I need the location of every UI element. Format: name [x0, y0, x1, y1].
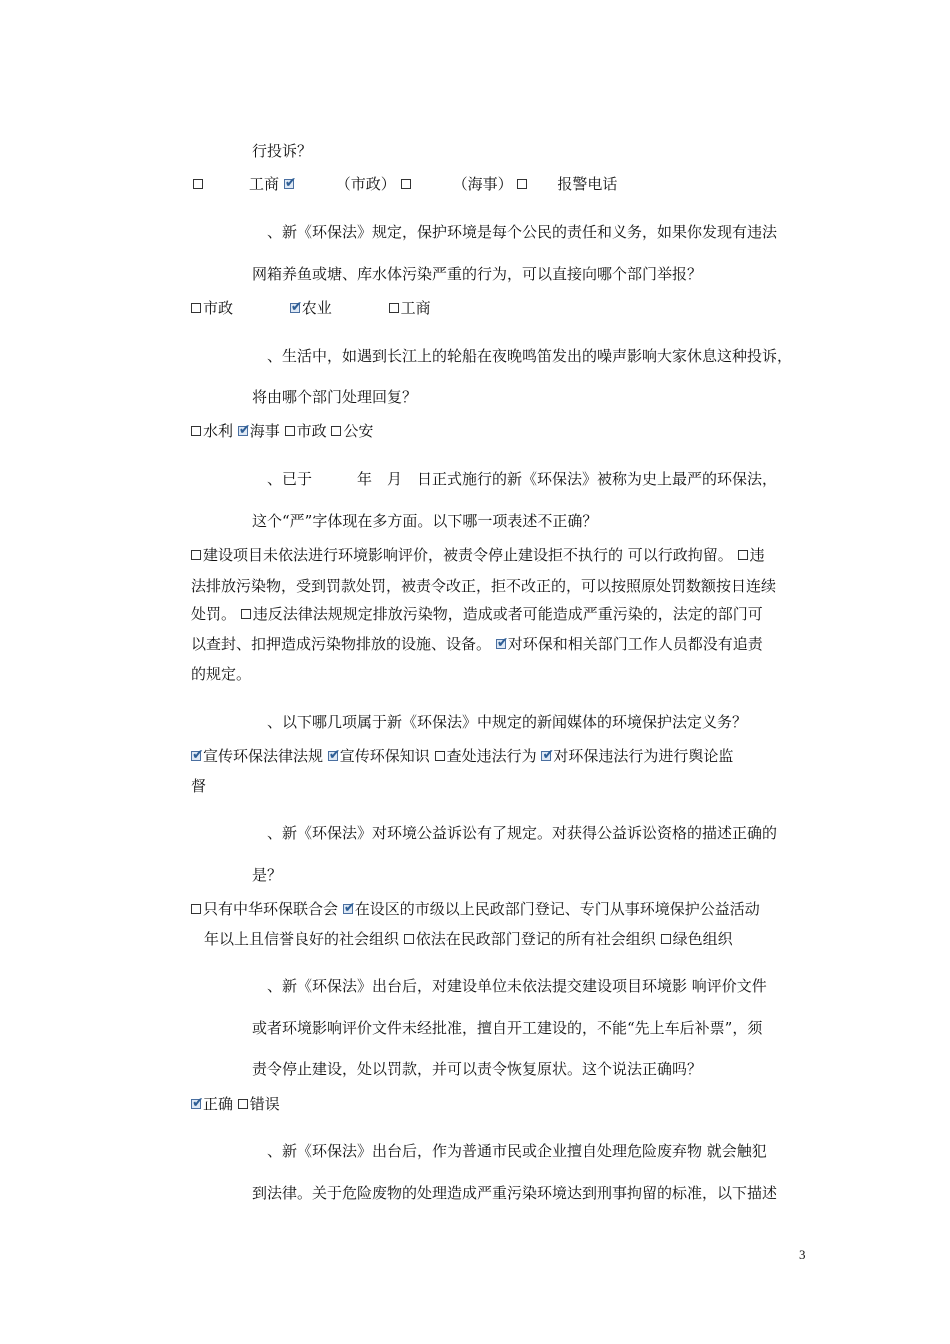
checkbox-unchecked-icon[interactable]	[191, 426, 201, 436]
checkbox-unchecked-icon[interactable]	[238, 1099, 248, 1109]
option-label: 宣传环保知识	[339, 747, 430, 765]
q1-line1: 、新《环保法》规定，保护环境是每个公民的责任和义务，如果你发现有违法	[267, 223, 778, 241]
checkbox-checked-icon[interactable]	[284, 179, 294, 189]
q3-line2: 这个“严”字体现在多方面。以下哪一项表述不正确？	[252, 512, 598, 530]
checkbox-unchecked-icon[interactable]	[389, 303, 399, 313]
option-label: 违	[749, 546, 765, 564]
checkbox-checked-icon[interactable]	[541, 751, 551, 761]
option-label: 报警电话	[557, 175, 618, 193]
checkbox-unchecked-icon[interactable]	[241, 609, 251, 619]
option-label: 市政	[203, 299, 234, 317]
q6-line1: 、新《环保法》出台后，对建设单位未依法提交建设项目环境影 响评价文件	[267, 977, 767, 995]
q6-line3: 责令停止建设，处以罚款，并可以责令恢复原状。这个说法正确吗？	[252, 1060, 703, 1078]
option-label: 在设区的市级以上民政部门登记、专门从事环境保护公益活动	[354, 900, 760, 918]
checkbox-unchecked-icon[interactable]	[331, 426, 341, 436]
option-label: 年以上且信誉良好的社会组织	[204, 930, 400, 948]
q5-line1: 、新《环保法》对环境公益诉讼有了规定。对获得公益诉讼资格的描述正确的	[267, 824, 778, 842]
q2-options	[191, 421, 373, 441]
checkbox-checked-icon[interactable]	[496, 639, 506, 649]
page-number: 3	[799, 1247, 806, 1262]
option-label: 宣传环保法律法规	[203, 747, 324, 765]
option-label: 公安	[343, 422, 374, 440]
option-label: （海事）	[452, 175, 513, 193]
q1-options	[191, 298, 431, 318]
checkbox-unchecked-icon[interactable]	[738, 550, 748, 560]
q0-options	[193, 174, 617, 194]
checkbox-unchecked-icon[interactable]	[401, 179, 411, 189]
option-label: 市政	[296, 422, 327, 440]
q4-options	[191, 746, 733, 766]
option-label: 以查封、扣押造成污染物排放的设施、设备。	[191, 635, 492, 653]
option-label: 查处违法行为	[446, 747, 537, 765]
q5-line2: 是？	[252, 866, 283, 884]
checkbox-checked-icon[interactable]	[238, 426, 248, 436]
q5-options-row2	[204, 929, 733, 949]
option-label: 处罚。	[191, 605, 237, 623]
option-label: 对环保和相关部门工作人员都没有追责	[507, 635, 763, 653]
checkbox-unchecked-icon[interactable]	[517, 179, 527, 189]
option-label: 农业	[301, 299, 332, 317]
option-label: 海事	[249, 422, 280, 440]
q7-line1: 、新《环保法》出台后，作为普通市民或企业擅自处理危险废弃物 就会触犯	[267, 1142, 767, 1160]
option-label: 对环保违法行为进行舆论监	[553, 747, 734, 765]
checkbox-checked-icon[interactable]	[290, 303, 300, 313]
q7-line2: 到法律。关于危险废物的处理造成严重污染环境达到刑事拘留的标准，以下描述	[252, 1184, 778, 1202]
q6-options	[191, 1094, 280, 1114]
checkbox-unchecked-icon[interactable]	[193, 179, 203, 189]
q3-answer-row1	[191, 545, 765, 565]
option-label: 绿色组织	[672, 930, 733, 948]
option-label: 正确	[203, 1095, 234, 1113]
checkbox-checked-icon[interactable]	[191, 751, 201, 761]
option-label: 工商	[249, 175, 280, 193]
option-label: 工商	[400, 299, 431, 317]
q3-line1: 、已于 年 月 日正式施行的新《环保法》被称为史上最严的环保法，	[267, 470, 778, 488]
option-label: 水利	[203, 422, 234, 440]
checkbox-unchecked-icon[interactable]	[285, 426, 295, 436]
option-label: 依法在民政部门登记的所有社会组织	[415, 930, 656, 948]
option-label: 建设项目未依法进行环境影响评价，被责令停止建设拒不执行的 可以行政拘留。	[203, 546, 733, 564]
option-label: （市政）	[335, 175, 396, 193]
checkbox-checked-icon[interactable]	[343, 904, 353, 914]
q4-options-wrap: 督	[191, 777, 207, 795]
q2-line1: 、生活中，如遇到长江上的轮船在夜晚鸣笛发出的噪声影响大家休息这种投诉，	[267, 347, 793, 365]
checkbox-unchecked-icon[interactable]	[661, 934, 671, 944]
q5-options	[191, 899, 760, 919]
checkbox-unchecked-icon[interactable]	[191, 904, 201, 914]
option-label: 错误	[249, 1095, 280, 1113]
q4-line1: 、以下哪几项属于新《环保法》中规定的新闻媒体的环境保护法定义务？	[267, 713, 748, 731]
option-label: 违反法律法规规定排放污染物，造成或者可能造成严重污染的，法定的部门可	[252, 605, 763, 623]
checkbox-unchecked-icon[interactable]	[435, 751, 445, 761]
q6-line2: 或者环境影响评价文件未经批准，擅自开工建设的，不能“先上车后补票”，须	[252, 1019, 763, 1037]
q3-answer-row3	[191, 604, 763, 624]
checkbox-unchecked-icon[interactable]	[191, 550, 201, 560]
checkbox-checked-icon[interactable]	[191, 1099, 201, 1109]
checkbox-unchecked-icon[interactable]	[404, 934, 414, 944]
q3-answer-row2: 法排放污染物，受到罚款处罚，被责令改正，拒不改正的，可以按照原处罚数额按日连续	[191, 577, 777, 595]
q3-answer-row4	[191, 634, 763, 654]
q2-line2: 将由哪个部门处理回复？	[252, 388, 418, 406]
option-label: 只有中华环保联合会	[203, 900, 339, 918]
checkbox-unchecked-icon[interactable]	[191, 303, 201, 313]
q0-tail: 行投诉？	[252, 142, 313, 160]
q1-line2: 网箱养鱼或塘、库水体污染严重的行为，可以直接向哪个部门举报？	[252, 265, 703, 283]
q3-answer-row5: 的规定。	[191, 665, 252, 683]
checkbox-checked-icon[interactable]	[328, 751, 338, 761]
